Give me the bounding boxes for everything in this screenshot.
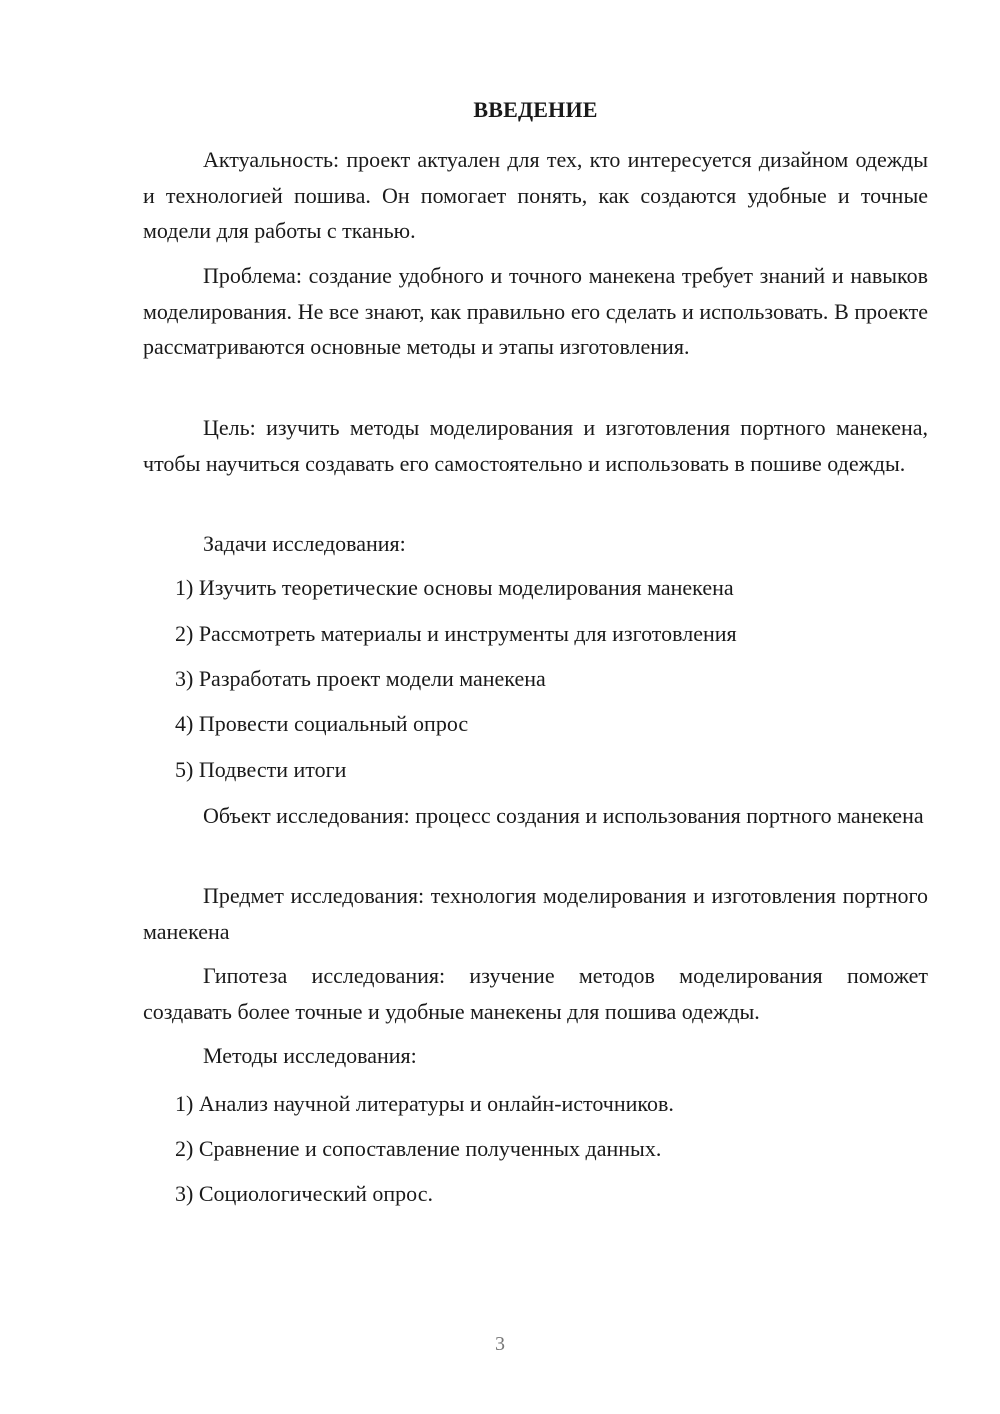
method-item: 2) Сравнение и сопоставление полученных данных. (175, 1136, 662, 1161)
task-item: 2) Рассмотреть материалы и инструменты для изготовления (175, 621, 737, 646)
task-item: 1) Изучить теоретические основы моделирования манекена (175, 575, 734, 600)
tasks-heading: Задачи исследования: (203, 531, 406, 556)
method-item: 1) Анализ научной литературы и онлайн-источников. (175, 1091, 674, 1116)
goal-paragraph: Цель: изучить методы моделирования и изготовления портного манекена, чтобы научиться создавать его самостоятельно и использовать в пошиве одежды. (143, 415, 928, 476)
task-item: 4) Провести социальный опрос (175, 711, 469, 736)
problem-paragraph: Проблема: создание удобного и точного манекена требует знаний и навыков моделирования. Не все знают, как правильно его сделать и использовать. В проекте рассматриваются основные методы и этапы изготовления. (143, 263, 928, 359)
method-item: 3) Социологический опрос. (175, 1181, 433, 1206)
page-title: ВВЕДЕНИЕ (473, 97, 598, 122)
object-paragraph: Объект исследования: процесс создания и использования портного манекена (203, 803, 924, 828)
document-page (143, 0, 928, 1414)
task-item: 5) Подвести итоги (175, 757, 347, 782)
task-item: 3) Разработать проект модели манекена (175, 666, 546, 691)
relevance-paragraph: Актуальность: проект актуален для тех, кто интересуется дизайном одежды и технологией пошива. Он помогает понять, как создаются удобные и точные модели для работы с тканью. (143, 147, 928, 243)
hypothesis-paragraph: Гипотеза исследования: изучение методов моделирования поможет создавать более точные и удобные манекены для пошива одежды. (143, 963, 928, 1024)
subject-paragraph: Предмет исследования: технология моделирования и изготовления портного манекена (143, 883, 928, 944)
page-number: 3 (495, 1333, 505, 1355)
methods-heading: Методы исследования: (203, 1043, 417, 1068)
